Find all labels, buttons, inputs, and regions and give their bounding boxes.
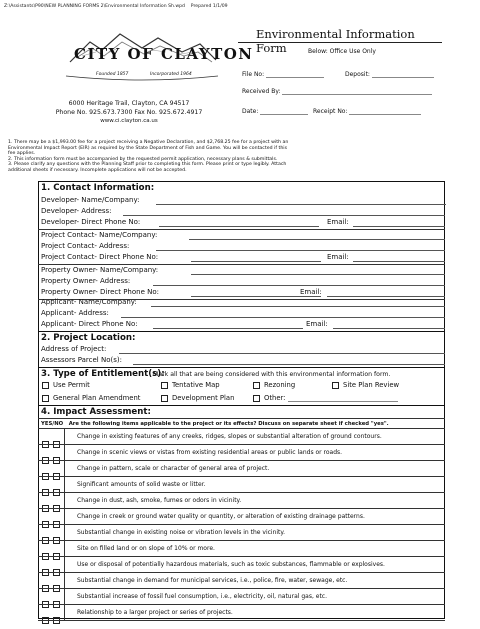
deposit-field[interactable]: [345, 71, 434, 78]
logo-text: CITY OF CLAYTON: [74, 45, 254, 63]
column-divider: [64, 477, 65, 493]
project-contact-address-label: Project Contact- Address:: [41, 242, 130, 250]
section-rule: [38, 405, 445, 406]
date-field[interactable]: [242, 108, 308, 115]
other-line[interactable]: [288, 401, 398, 402]
entitlement-instruction: Mark all that are being considered with this environmental information form.: [153, 371, 391, 378]
location-heading: 2. Project Location:: [41, 333, 136, 343]
applicant-name-label: Applicant- Name/Company:: [41, 298, 137, 306]
general-plan-label: General Plan Amendment: [53, 394, 141, 402]
rezoning-checkbox[interactable]: [253, 382, 260, 389]
column-divider: [64, 445, 65, 461]
impact-item: [38, 461, 445, 477]
impact-item: [38, 525, 445, 541]
column-divider: [64, 573, 65, 589]
use-permit-label: Use Permit: [53, 381, 90, 389]
developer-name-line[interactable]: [156, 204, 446, 205]
instructions: [8, 140, 448, 174]
divider: [38, 229, 445, 230]
section-rule: [38, 331, 445, 332]
tentative-map-option[interactable]: [161, 381, 220, 389]
applicant-address-label: Applicant- Address:: [41, 309, 109, 317]
tentative-map-checkbox[interactable]: [161, 382, 168, 389]
file-no-label: File No:: [242, 71, 265, 78]
developer-name-label: Developer- Name/Company:: [41, 196, 140, 204]
applicant-address-line[interactable]: [121, 317, 445, 318]
project-contact-email-label: Email:: [327, 253, 349, 261]
note-line: 1. There may be a $1,993.00 fee for a project receiving a Negative Declaration, and $2,768.25 fee for a project with an: [8, 140, 289, 145]
owner-phone-row[interactable]: [41, 288, 322, 296]
note-line: additional sheets if necessary. Incomplete applications will not be accepted.: [8, 167, 187, 173]
column-divider: [64, 493, 65, 509]
column-divider: [64, 509, 65, 525]
column-divider: [64, 541, 65, 557]
project-contact-address-line[interactable]: [156, 250, 445, 251]
column-divider: [64, 605, 65, 621]
impact-item-text: Change in pattern, scale or character of general area of project.: [77, 465, 270, 472]
logo-incorporated: Incorporated 1964: [150, 72, 192, 77]
owner-address-row[interactable]: [41, 277, 130, 285]
owner-phone-label: Property Owner- Direct Phone No:: [41, 288, 159, 296]
impact-item: [38, 605, 445, 621]
site-plan-option[interactable]: [332, 381, 399, 389]
developer-phone-row[interactable]: [41, 218, 349, 226]
development-plan-label: Development Plan: [172, 394, 235, 402]
receipt-no-label: Receipt No:: [313, 108, 348, 115]
developer-address-label: Developer- Address:: [41, 207, 112, 215]
impact-item-text: Substantial change in demand for municipal services, i.e., police, fire, water, sewage, etc.: [77, 577, 348, 584]
use-permit-option[interactable]: [42, 381, 90, 389]
applicant-name-line[interactable]: [151, 306, 445, 307]
developer-name-row[interactable]: [41, 196, 139, 204]
owner-address-label: Property Owner- Address:: [41, 277, 131, 285]
impact-item-text: Substantial increase of fossil fuel consumption, i.e., electricity, oil, natural gas, etc.: [77, 593, 328, 600]
developer-address-row[interactable]: [41, 207, 112, 215]
deposit-line[interactable]: [372, 77, 434, 78]
impact-item: [38, 493, 445, 509]
project-address-label: Address of Project:: [41, 345, 107, 353]
note-line: 2. This information form must be accompanied by the requested permit application, necessary plans & submittals.: [8, 156, 278, 162]
parcel-label: Assessors Parcel No(s):: [41, 356, 122, 364]
impact-item-text: Change in existing features of any creeks, ridges, slopes or substantial alteration of ground contours.: [77, 433, 382, 440]
impact-item: [38, 589, 445, 605]
receipt-no-field[interactable]: [313, 108, 421, 115]
developer-phone-line[interactable]: [159, 226, 319, 227]
column-divider: [64, 557, 65, 573]
impact-item-text: Change in scenic views or vistas from existing residential areas or public lands or roads.: [77, 449, 343, 456]
column-divider: [64, 429, 65, 445]
project-contact-name-line[interactable]: [189, 239, 445, 240]
rezoning-label: Rezoning: [264, 381, 296, 389]
other-label: Other:: [264, 394, 286, 402]
form-title: Environmental Information Form: [256, 27, 415, 55]
contact-heading: 1. Contact Information:: [41, 183, 155, 193]
row-divider: [38, 620, 445, 621]
general-plan-checkbox[interactable]: [42, 395, 49, 402]
project-contact-phone-line[interactable]: [191, 261, 321, 262]
divider: [38, 264, 445, 265]
logo-founded: Founded 1857: [96, 72, 129, 77]
applicant-address-row[interactable]: [41, 309, 109, 317]
applicant-phone-row[interactable]: [41, 320, 328, 328]
owner-name-label: Property Owner- Name/Company:: [41, 266, 159, 274]
project-contact-name-label: Project Contact- Name/Company:: [41, 231, 158, 239]
impact-item: [38, 477, 445, 493]
project-contact-name-row[interactable]: [41, 231, 157, 239]
applicant-phone-line[interactable]: [153, 328, 303, 329]
impact-item: [38, 573, 445, 589]
impact-item-text: Change in dust, ash, smoke, fumes or odors in vicinity.: [77, 497, 242, 504]
impact-item-text: Substantial change in existing noise or vibration levels in the vicinity.: [77, 529, 286, 536]
owner-email-line[interactable]: [327, 296, 445, 297]
developer-email-line[interactable]: [353, 226, 445, 227]
date-label: Date:: [242, 108, 259, 115]
prepared-date: Prepared 1/1/09: [190, 4, 228, 9]
impact-instruction-row: [41, 421, 389, 427]
project-contact-phone-label: Project Contact- Direct Phone No:: [41, 253, 159, 261]
project-contact-email-line[interactable]: [353, 261, 445, 262]
owner-name-line[interactable]: [191, 274, 445, 275]
deposit-label: Deposit:: [345, 71, 370, 78]
development-plan-checkbox[interactable]: [161, 395, 168, 402]
received-by-label: Received By:: [242, 88, 281, 95]
title-rule: [238, 42, 442, 43]
developer-address-line[interactable]: [123, 215, 445, 216]
file-no-line[interactable]: [266, 77, 324, 78]
applicant-phone-label: Applicant- Direct Phone No:: [41, 320, 138, 328]
parcel-row[interactable]: [41, 356, 122, 364]
other-checkbox[interactable]: [253, 395, 260, 402]
received-by-line[interactable]: [282, 94, 432, 95]
developer-email-label: Email:: [327, 218, 349, 226]
general-plan-option[interactable]: [42, 394, 140, 402]
tentative-map-label: Tentative Map: [172, 381, 220, 389]
file-no-field[interactable]: [242, 71, 324, 78]
impact-item-text: Change in creek or ground water quality or quantity, or alteration of existing drainage patterns.: [77, 513, 365, 520]
entitlement-heading: 3. Type of Entitlement(s):: [41, 369, 165, 379]
impact-item: [38, 557, 445, 573]
column-divider: [64, 461, 65, 477]
owner-address-line[interactable]: [153, 285, 445, 286]
note-line: Environmental Impact Report (EIR) as required by the State Department of Fish and Game. You will be contacted if this: [8, 145, 288, 151]
file-path: Z:\Assistants\P90\NEW PLANNING FORMS 2\Environmental Information Sh.wpd: [4, 4, 185, 9]
address-line: 6000 Heritage Trail, Clayton, CA 94517: [68, 100, 190, 107]
project-contact-phone-row[interactable]: [41, 253, 349, 261]
impact-item: [38, 541, 445, 557]
owner-email-label: Email:: [300, 288, 322, 296]
other-option[interactable]: [253, 394, 398, 402]
file-path-header: [4, 4, 228, 9]
column-divider: [64, 525, 65, 541]
impact-item-text: Site on filled land or on slope of 10% or more.: [77, 545, 215, 552]
impact-instruction: Are the following items applicable to the project or its effects? Discuss on separate sheet if checked "yes".: [68, 421, 389, 427]
divider: [38, 418, 445, 419]
phone-fax-line: Phone No. 925.673.7300 Fax No. 925.672.4917: [55, 109, 203, 116]
project-contact-address-row[interactable]: [41, 242, 129, 250]
impact-item-text: Significant amounts of solid waste or litter.: [77, 481, 206, 488]
development-plan-option[interactable]: [161, 394, 234, 402]
impact-item: [38, 509, 445, 525]
applicant-email-label: Email:: [306, 320, 328, 328]
impact-item-text: Use or disposal of potentially hazardous materials, such as toxic substances, flammable or explosives.: [77, 561, 385, 568]
use-permit-checkbox[interactable]: [42, 382, 49, 389]
note-line: fee applies.: [8, 151, 36, 157]
impact-item: [38, 429, 445, 445]
date-line[interactable]: [260, 114, 308, 115]
applicant-email-line[interactable]: [333, 328, 445, 329]
yes-no-header: YES/NO: [41, 421, 64, 427]
column-divider: [64, 589, 65, 605]
rezoning-option[interactable]: [253, 381, 295, 389]
receipt-no-line[interactable]: [349, 114, 421, 115]
site-plan-label: Site Plan Review: [343, 381, 400, 389]
office-use-label: Below: Office Use Only: [308, 48, 376, 55]
applicant-name-row[interactable]: [41, 298, 137, 306]
impact-item: [38, 445, 445, 461]
impact-heading: 4. Impact Assessment:: [41, 407, 151, 417]
site-plan-checkbox[interactable]: [332, 382, 339, 389]
section-rule: [38, 367, 445, 368]
note-line: 3. Please clarify any questions with the Planning Staff prior to completing this form. Please print or type legibly. Attach: [8, 162, 287, 168]
owner-name-row[interactable]: [41, 266, 158, 274]
website-line: www.ci.clayton.ca.us: [100, 118, 158, 124]
received-by-field[interactable]: [242, 88, 432, 95]
project-address-row[interactable]: [41, 345, 106, 353]
developer-phone-label: Developer- Direct Phone No:: [41, 218, 141, 226]
impact-item-text: Relationship to a larger project or series of projects.: [77, 609, 233, 616]
parcel-line[interactable]: [133, 364, 445, 365]
project-address-line[interactable]: [119, 353, 445, 354]
owner-phone-line[interactable]: [191, 296, 321, 297]
